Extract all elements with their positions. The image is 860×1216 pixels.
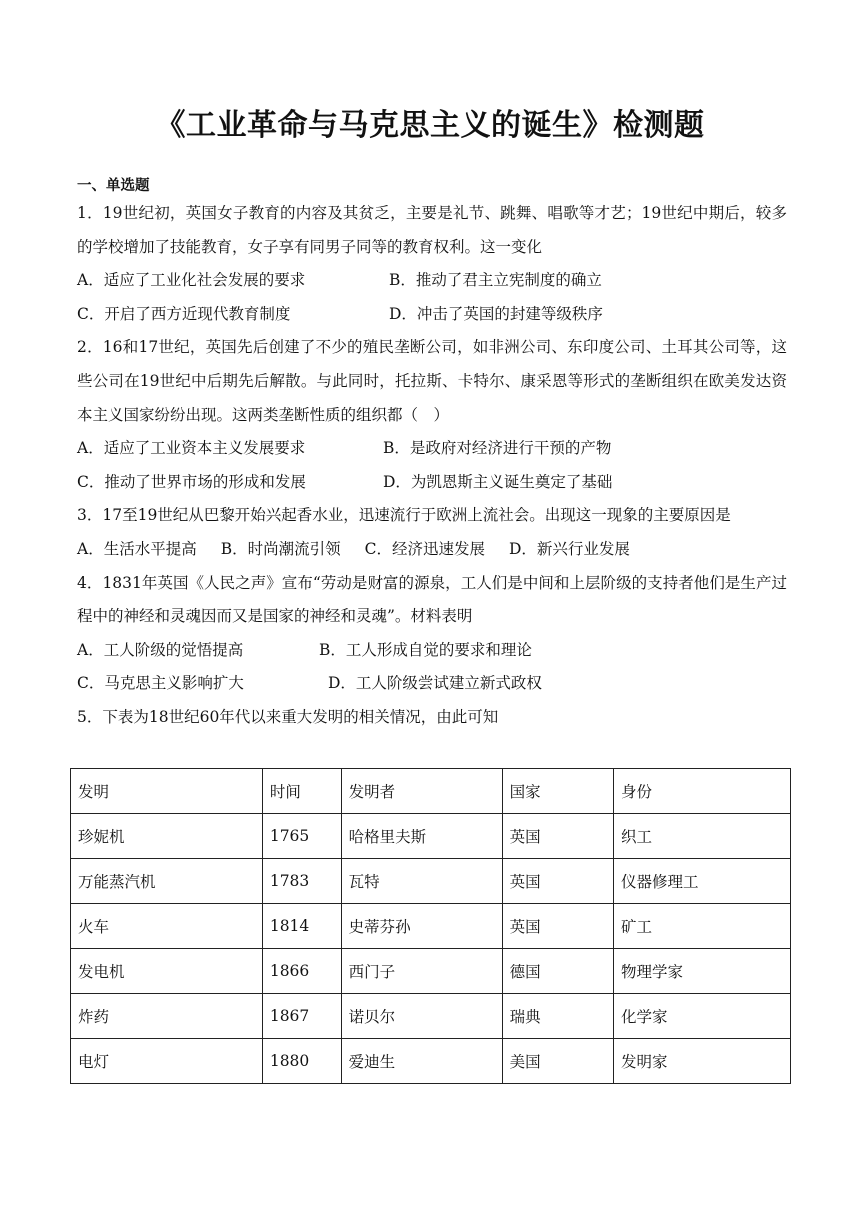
table-cell: 1866 <box>262 949 341 994</box>
question-4-stem: 4．1831年英国《人民之声》宣布“劳动是财富的源泉，工人们是中间和上层阶级的支持者他们是生产过程中的神经和灵魂因而又是国家的神经和灵魂”。材料表明 <box>77 573 787 626</box>
question-1 <box>77 197 787 331</box>
table-cell: 珍妮机 <box>71 814 263 859</box>
question-5-stem: 5．下表为18世纪60年代以来重大发明的相关情况，由此可知 <box>77 707 499 726</box>
option-row <box>77 432 787 466</box>
table-cell: 诺贝尔 <box>341 994 502 1039</box>
table-cell: 瓦特 <box>341 859 502 904</box>
question-2-stem: 2．16和17世纪，英国先后创建了不少的殖民垄断公司，如非洲公司、东印度公司、土耳其公司等，这些公司在19世纪中后期先后解散。与此同时，托拉斯、卡特尔、康采恩等形式的垄断组织在欧美发达资本主义国家纷纷出现。这两类垄断性质的组织都（ ） <box>77 338 787 424</box>
option-d[interactable]: D．新兴行业发展 <box>508 539 630 558</box>
table-cell: 发明家 <box>614 1039 791 1084</box>
option-c[interactable]: C．经济迅速发展 <box>364 539 485 558</box>
table-cell: 火车 <box>71 904 263 949</box>
table-cell: 1814 <box>262 904 341 949</box>
table-cell: 英国 <box>502 859 613 904</box>
option-c[interactable]: C．马克思主义影响扩大 <box>77 674 244 693</box>
table-cell: 爱迪生 <box>341 1039 502 1084</box>
option-b[interactable]: B．是政府对经济进行干预的产物 <box>383 439 612 458</box>
table-cell: 电灯 <box>71 1039 263 1084</box>
option-row <box>77 533 787 567</box>
question-list <box>77 197 787 735</box>
table-cell: 炸药 <box>71 994 263 1039</box>
option-d[interactable]: D．工人阶级尝试建立新式政权 <box>328 674 542 693</box>
table-header-cell: 身份 <box>614 769 791 814</box>
document-title: 《工业革命与马克思主义的诞生》检测题 <box>155 108 705 143</box>
option-c[interactable]: C．推动了世界市场的形成和发展 <box>77 472 306 491</box>
table-header-cell: 发明者 <box>341 769 502 814</box>
option-row <box>77 264 787 298</box>
question-3-stem: 3．17至19世纪从巴黎开始兴起香水业，迅速流行于欧洲上流社会。出现这一现象的主要原因是 <box>77 506 731 525</box>
table-cell: 美国 <box>502 1039 613 1084</box>
option-a[interactable]: A．适应了工业资本主义发展要求 <box>77 439 306 458</box>
table-cell: 仪器修理工 <box>614 859 791 904</box>
table-cell: 西门子 <box>341 949 502 994</box>
option-d[interactable]: D．为凯恩斯主义诞生奠定了基础 <box>383 472 613 491</box>
table-cell: 1880 <box>262 1039 341 1084</box>
option-row <box>77 634 787 668</box>
option-a[interactable]: A．生活水平提高 <box>77 539 197 558</box>
table-cell: 1765 <box>262 814 341 859</box>
option-row <box>77 466 787 500</box>
option-a[interactable]: A．工人阶级的觉悟提高 <box>77 640 244 659</box>
table-cell: 1867 <box>262 994 341 1039</box>
option-row <box>77 298 787 332</box>
table-cell: 德国 <box>502 949 613 994</box>
table-row <box>71 814 791 859</box>
option-b[interactable]: B．工人形成自觉的要求和理论 <box>319 640 532 659</box>
table-header-row <box>71 769 791 814</box>
option-a[interactable]: A．适应了工业化社会发展的要求 <box>77 271 306 290</box>
option-row <box>77 667 787 701</box>
table-cell: 万能蒸汽机 <box>71 859 263 904</box>
table-row <box>71 1039 791 1084</box>
table-cell: 英国 <box>502 814 613 859</box>
question-3 <box>77 499 787 566</box>
inventions-table <box>70 768 791 1084</box>
table-cell: 1783 <box>262 859 341 904</box>
table-row <box>71 949 791 994</box>
table-cell: 发电机 <box>71 949 263 994</box>
table-header-cell: 时间 <box>262 769 341 814</box>
table-row <box>71 994 791 1039</box>
table-cell: 织工 <box>614 814 791 859</box>
question-2 <box>77 331 787 499</box>
question-5 <box>77 701 787 735</box>
table-cell: 矿工 <box>614 904 791 949</box>
option-b[interactable]: B．推动了君主立宪制度的确立 <box>389 271 602 290</box>
table-cell: 瑞典 <box>502 994 613 1039</box>
option-c[interactable]: C．开启了西方近现代教育制度 <box>77 304 291 323</box>
question-4 <box>77 567 787 701</box>
question-1-stem: 1．19世纪初，英国女子教育的内容及其贫乏，主要是礼节、跳舞、唱歌等才艺；19世纪中期后，较多的学校增加了技能教育，女子享有同男子同等的教育权利。这一变化 <box>77 204 787 256</box>
option-b[interactable]: B．时尚潮流引领 <box>220 539 341 558</box>
table-row <box>71 859 791 904</box>
table-row <box>71 904 791 949</box>
table-cell: 史蒂芬孙 <box>341 904 502 949</box>
table-cell: 化学家 <box>614 994 791 1039</box>
table-cell: 英国 <box>502 904 613 949</box>
table-header-cell: 发明 <box>71 769 263 814</box>
table-cell: 哈格里夫斯 <box>341 814 502 859</box>
table-header-cell: 国家 <box>502 769 613 814</box>
table-cell: 物理学家 <box>614 949 791 994</box>
section-heading: 一、单选题 <box>77 178 150 194</box>
option-d[interactable]: D．冲击了英国的封建等级秩序 <box>389 304 603 323</box>
